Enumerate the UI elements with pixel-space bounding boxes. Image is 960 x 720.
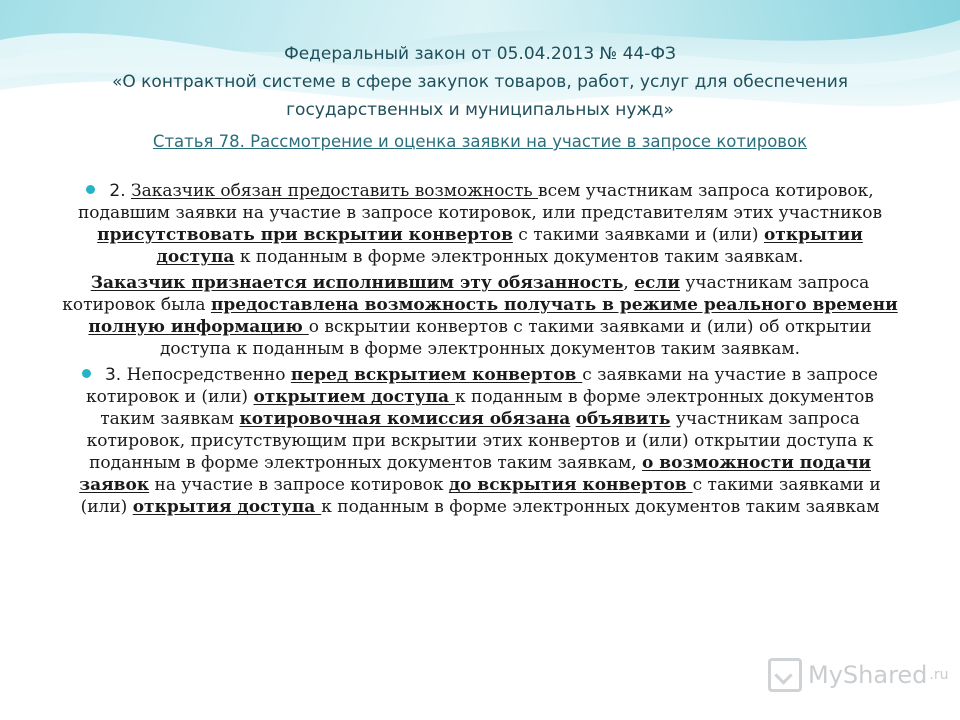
- slide-body: [60, 180, 900, 522]
- article-title: Статья 78. Рассмотрение и оценка заявки на участие в запросе котировок: [152, 132, 808, 151]
- slide-title: [40, 40, 920, 156]
- paragraph-2-condition: Заказчик признается исполнившим эту обязанность, если участникам запроса котировок была предоставлена возможность получать в режиме реального времени полную информацию о вскрытии конвертов с такими заявками и (или) об открытии доступа к поданным в форме электронных документов таким заявкам.: [62, 273, 898, 359]
- bullet-icon: [86, 185, 95, 194]
- title-line-3: государственных и муниципальных нужд»: [286, 100, 674, 120]
- paragraph-3: 3. Непосредственно перед вскрытием конвертов с заявками на участие в запросе котировок и (или) открытием доступа к поданным в форме электронных документов таким заявкам котировочная комиссия обязана объявить участникам запроса котировок, присутствующим при вскрытии этих конвертов и (или) открытии доступа к поданным в форме электронных документов таким заявкам, о возможности подачи заявок на участие в запросе котировок до вскрытия конвертов с такими заявками и (или) открытия доступа к поданным в форме электронных документов таким заявкам: [79, 365, 881, 517]
- bullet-icon: [82, 369, 91, 378]
- watermark-logo: MyShared .ru: [768, 658, 949, 692]
- paragraph-2: 2. Заказчик обязан предоставить возможность всем участникам запроса котировок, подавшим заявки на участие в запросе котировок, или представителям этих участников присутствовать при вскрытии конвертов с такими заявками и (или) открытии доступа к поданным в форме электронных документов таким заявкам.: [77, 181, 883, 267]
- title-line-2: «О контрактной системе в сфере закупок товаров, работ, услуг для обеспечения: [111, 72, 849, 92]
- title-line-1: Федеральный закон от 05.04.2013 № 44-ФЗ: [284, 44, 676, 64]
- watermark-icon: [768, 658, 802, 692]
